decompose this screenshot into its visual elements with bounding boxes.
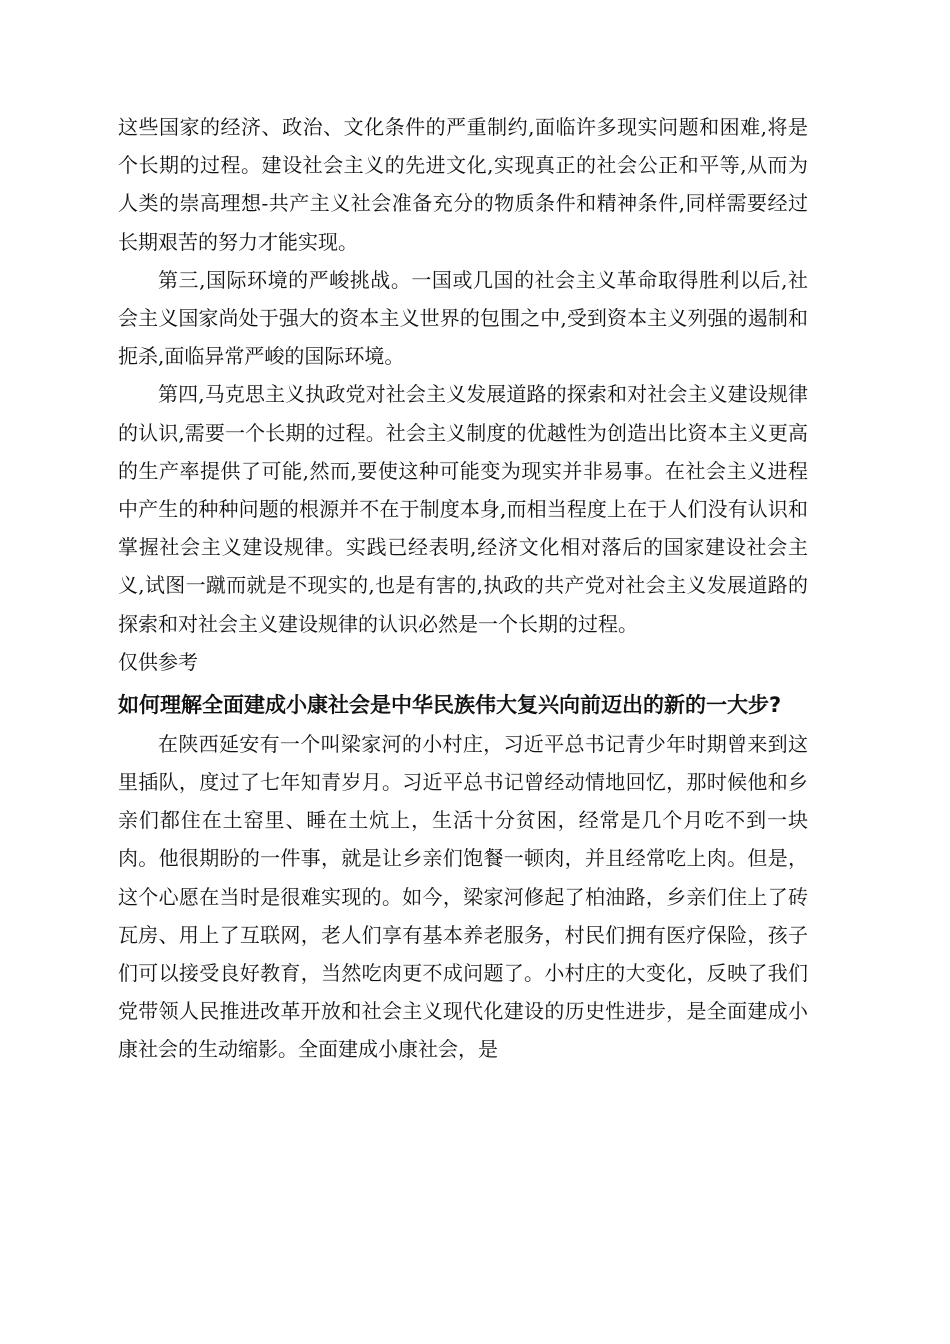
paragraph-liangjiahe: 在陕西延安有一个叫梁家河的小村庄，习近平总书记青少年时期曾来到这里插队，度过了七年知青岁月。习近平总书记曾经动情地回忆，那时候他和乡亲们都住在土窑里、睡在土炕上，生活十分贫困，经常是几个月吃不到一块肉。他很期盼的一件事，就是让乡亲们饱餐一顿肉，并且经常吃上肉。但是，这个心愿在当时是很难实现的。如今，梁家河修起了柏油路，乡亲们住上了砖瓦房、用上了互联网，老人们享有基本养老服务，村民们拥有医疗保险，孩子们可以接受良好教育，当然吃肉更不成问题了。小村庄的大变化，反映了我们党带领人民推进改革开放和社会主义现代化建设的历史性进步，是全面建成小康社会的生动缩影。全面建成小康社会，是 (118, 731, 808, 1062)
section-heading: 如何理解全面建成小康社会是中华民族伟大复兴向前迈出的新的一大步? (118, 692, 782, 717)
paragraph-continued: 这些国家的经济、政治、文化条件的严重制约,面临许多现实问题和困难,将是个长期的过程。建设社会主义的先进文化,实现真正的社会公正和平等,从而为人类的崇高理想-共产主义社会准备充分的物质条件和精神条件,同样需要经过长期艰苦的努力才能实现。 (118, 115, 808, 254)
document-page (118, 108, 808, 1069)
paragraph-fourth-point: 第四,马克思主义执政党对社会主义发展道路的探索和对社会主义建设规律的认识,需要一个长期的过程。社会主义制度的优越性为创造出比资本主义更高的生产率提供了可能,然而,要使这种可能变为现实并非易事。在社会主义进程中产生的种种问题的根源并不在于制度本身,而相当程度上在于人们没有认识和掌握社会主义建设规律。实践已经表明,经济文化相对落后的国家建设社会主义,试图一蹴而就是不现实的,也是有害的,执政的共产党对社会主义发展道路的探索和对社会主义建设规律的认识必然是一个长期的过程。 (118, 382, 808, 636)
paragraph-third-point: 第三,国际环境的严峻挑战。一国或几国的社会主义革命取得胜利以后,社会主义国家尚处于强大的资本主义世界的包围之中,受到资本主义列强的遏制和扼杀,面临异常严峻的国际环境。 (118, 267, 808, 369)
reference-note: 仅供参考 (118, 649, 198, 674)
